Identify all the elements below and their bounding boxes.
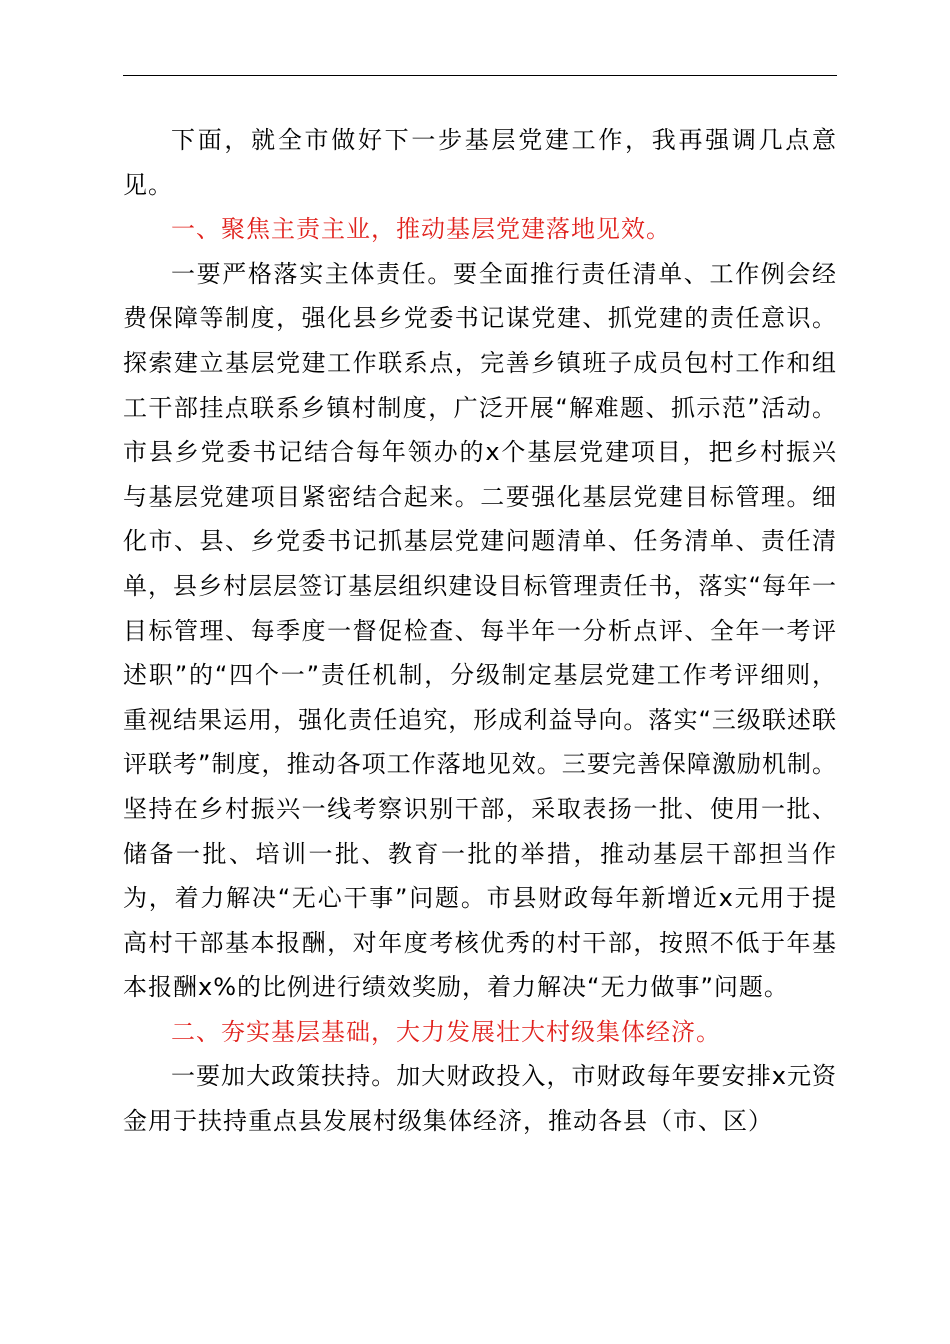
section-2-paragraph: 一要加大政策扶持。加大财政投入，市财政每年要安排x元资金用于扶持重点县发展村级集体经济，推动各县（市、区） bbox=[123, 1062, 837, 1136]
section-1-paragraph: 一要严格落实主体责任。要全面推行责任清单、工作例会经费保障等制度，强化县乡党委书记谋党建、抓党建的责任意识。探索建立基层党建工作联系点，完善乡镇班子成员包村工作和组工干部挂点联系乡镇村制度，广泛开展“解难题、抓示范”活动。市县乡党委书记结合每年领办的x个基层党建项目，把乡村振兴与基层党建项目紧密结合起来。二要强化基层党建目标管理。细化市、县、乡党委书记抓基层党建问题清单、任务清单、责任清单，县乡村层层签订基层组织建设目标管理责任书，落实“每年一目标管理、每季度一督促检查、每半年一分析点评、全年一考评述职”的“四个一”责任机制，分级制定基层党建工作考评细则，重视结果运用，强化责任追究，形成利益导向。落实“三级联述联评联考”制度，推动各项工作落地见效。三要完善保障激励机制。坚持在乡村振兴一线考察识别干部，采取表扬一批、使用一批、储备一批、培训一批、教育一批的举措，推动基层干部担当作为，着力解决“无心干事”问题。市县财政每年新增近x元用于提高村干部基本报酬，对年度考核优秀的村干部，按照不低于年基本报酬x%的比例进行绩效奖励，着力解决“无力做事”问题。 bbox=[123, 259, 837, 1002]
document-body bbox=[123, 118, 837, 1144]
section-heading-2: 二、夯实基层基础，大力发展壮大村级集体经济。 bbox=[171, 1017, 721, 1046]
section-heading-1: 一、聚焦主责主业，推动基层党建落地见效。 bbox=[171, 215, 671, 244]
intro-paragraph: 下面，就全市做好下一步基层党建工作，我再强调几点意见。 bbox=[123, 126, 837, 199]
header-rule bbox=[123, 75, 837, 76]
